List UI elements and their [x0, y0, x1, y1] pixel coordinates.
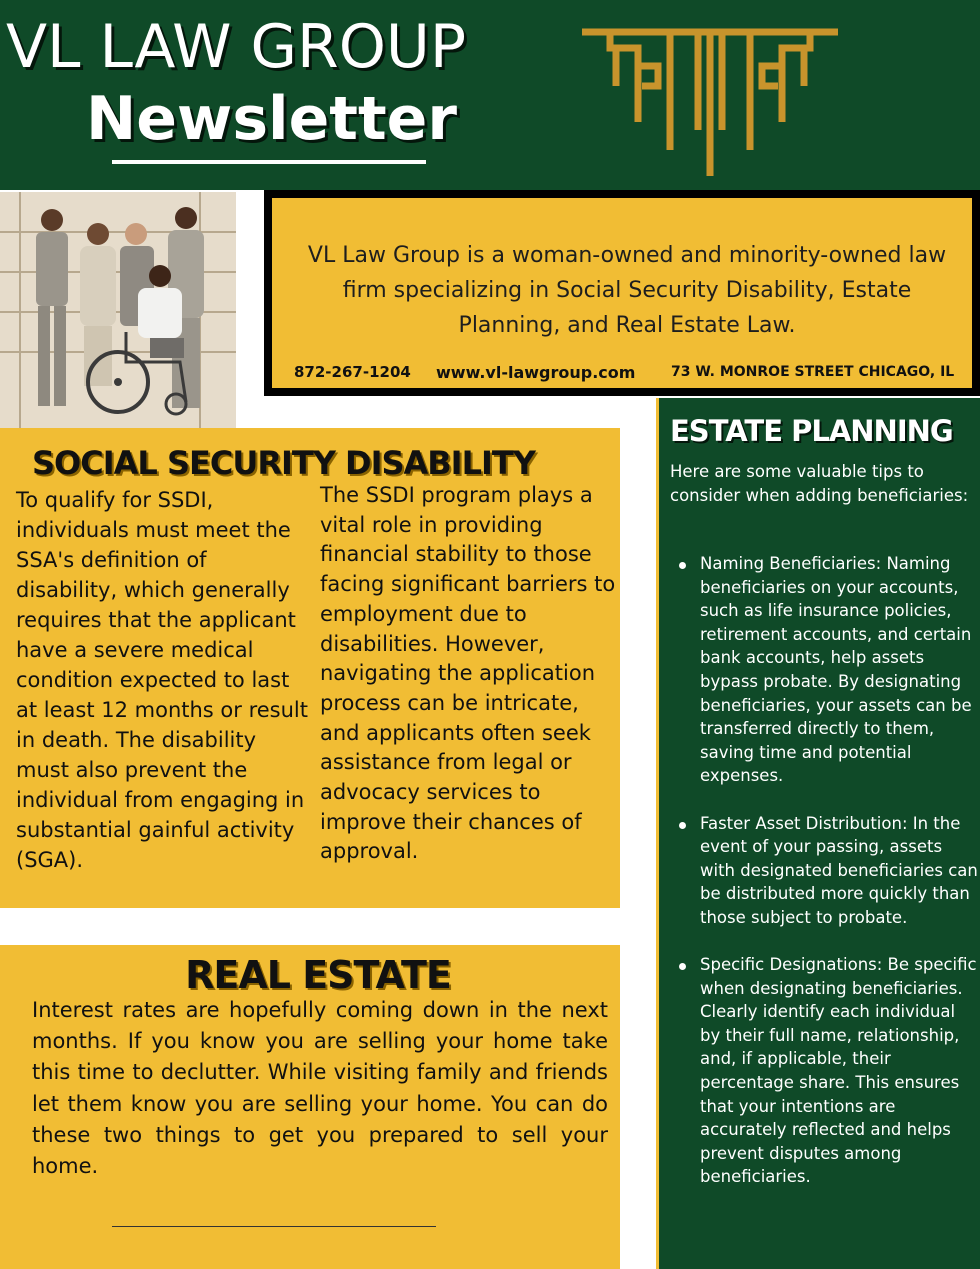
title-underline: [112, 160, 426, 164]
estate-planning-tips: [679, 552, 979, 1213]
tip-text: Naming Beneficiaries: Naming beneficiaries on your accounts, such as life insurance policies, retirement accounts, and certain bank accounts, help assets bypass probate. By designating beneficiaries, your assets can be transferred directly to them, saving time and potential expenses.: [700, 554, 972, 786]
bullet-icon: [679, 822, 686, 829]
ssd-column-right: The SSDI program plays a vital role in providing financial stability to those facing significant barriers to employment due to disabilities. However, navigating the application process can be intricate, and applicants often seek assistance from legal or advocacy services to improve their chances of approval.: [320, 483, 616, 864]
firm-description: VL Law Group is a woman-owned and minority-owned law firm specializing in Social Security Disability, Estate Planning, and Real Estate Law.: [307, 243, 947, 338]
group-of-people-illustration: [0, 192, 236, 428]
ssd-column-left: To qualify for SSDI, individuals must meet the SSA's definition of disability, which generally requires that the applicant have a severe medical condition expected to last at least 12 months or result in death. The disability must also prevent the individual from engaging in substantial gainful activity (SGA).: [16, 488, 308, 872]
tip-text: Faster Asset Distribution: In the event of your passing, assets with designated beneficiaries can be distributed more quickly than those subject to probate.: [700, 813, 978, 927]
office-address: 73 W. MONROE STREET CHICAGO, IL: [671, 364, 955, 380]
list-item: [679, 552, 979, 788]
estate-planning-intro: Here are some valuable tips to consider when adding beneficiaries:: [670, 462, 969, 505]
group-photo: [0, 192, 236, 428]
website-link[interactable]: www.vl-lawgroup.com: [436, 363, 636, 382]
estate-planning-section: [656, 398, 980, 1269]
tip-text: Specific Designations: Be specific when designating beneficiaries. Clearly identify each individual by their full name, relationship, and, if applicable, their percentage share. This ensures that your intentions are accurately reflected and helps prevent disputes among beneficiaries.: [700, 955, 977, 1187]
real-estate-body: Interest rates are hopefully coming down in the next months. If you know you are selling your home take this time to declutter. While visiting family and friends let them know you are selling your home. You can do these two things to get you prepared to sell your home.: [32, 998, 608, 1179]
firm-info-panel: [272, 198, 972, 388]
firm-info-box: [264, 190, 980, 396]
list-item: [679, 812, 979, 930]
firm-name-title: VL LAW GROUP: [6, 12, 467, 82]
section-divider: [112, 1226, 436, 1227]
ssd-heading: SOCIAL SECURITY DISABILITY: [32, 444, 535, 482]
bullet-icon: [679, 963, 686, 970]
estate-planning-heading: ESTATE PLANNING: [670, 414, 953, 448]
newsletter-title: Newsletter: [86, 84, 457, 154]
real-estate-heading: REAL ESTATE: [185, 953, 451, 997]
phone-number[interactable]: 872-267-1204: [294, 363, 411, 381]
bullet-icon: [679, 562, 686, 569]
ssd-section: [0, 428, 620, 908]
columns-logo-icon: [578, 26, 842, 178]
real-estate-section: [0, 945, 620, 1269]
list-item: [679, 953, 979, 1189]
newsletter-header: [0, 0, 980, 190]
